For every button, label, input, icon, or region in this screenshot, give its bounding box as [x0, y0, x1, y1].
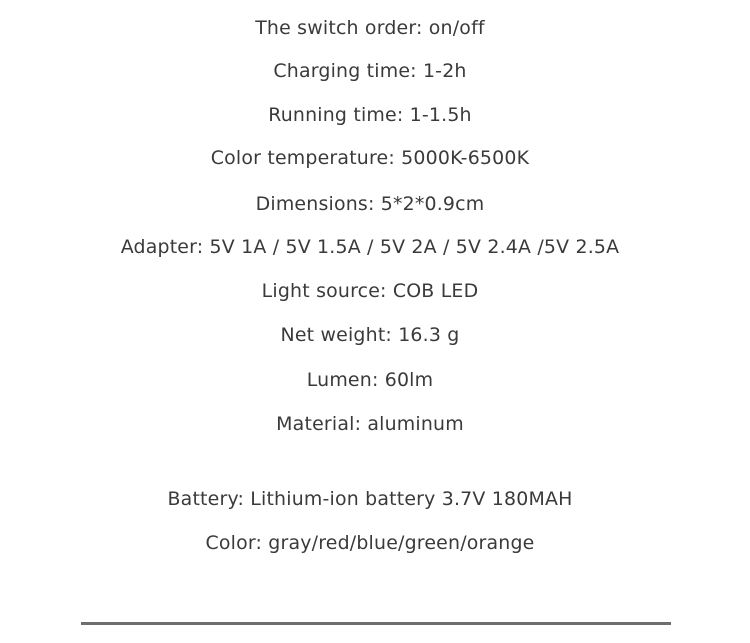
spec-running-time: Running time: 1-1.5h: [268, 104, 472, 126]
spec-lumen: Lumen: 60lm: [306, 369, 434, 391]
spec-battery: Battery: Lithium-ion battery 3.7V 180MAH: [167, 488, 573, 510]
spec-light-source: Light source: COB LED: [261, 280, 479, 302]
spec-adapter: Adapter: 5V 1A / 5V 1.5A / 5V 2A / 5V 2.4A /5V 2.5A: [120, 236, 620, 258]
spec-charging-time: Charging time: 1-2h: [273, 60, 467, 82]
spec-dimensions: Dimensions: 5*2*0.9cm: [255, 193, 485, 215]
spec-color-temperature: Color temperature: 5000K-6500K: [210, 147, 530, 169]
spec-color: Color: gray/red/blue/green/orange: [205, 532, 535, 554]
spec-material: Material: aluminum: [276, 413, 464, 435]
spec-switch-order: The switch order: on/off: [255, 17, 485, 39]
spec-net-weight: Net weight: 16.3 g: [280, 324, 460, 346]
divider-line: [81, 622, 671, 625]
